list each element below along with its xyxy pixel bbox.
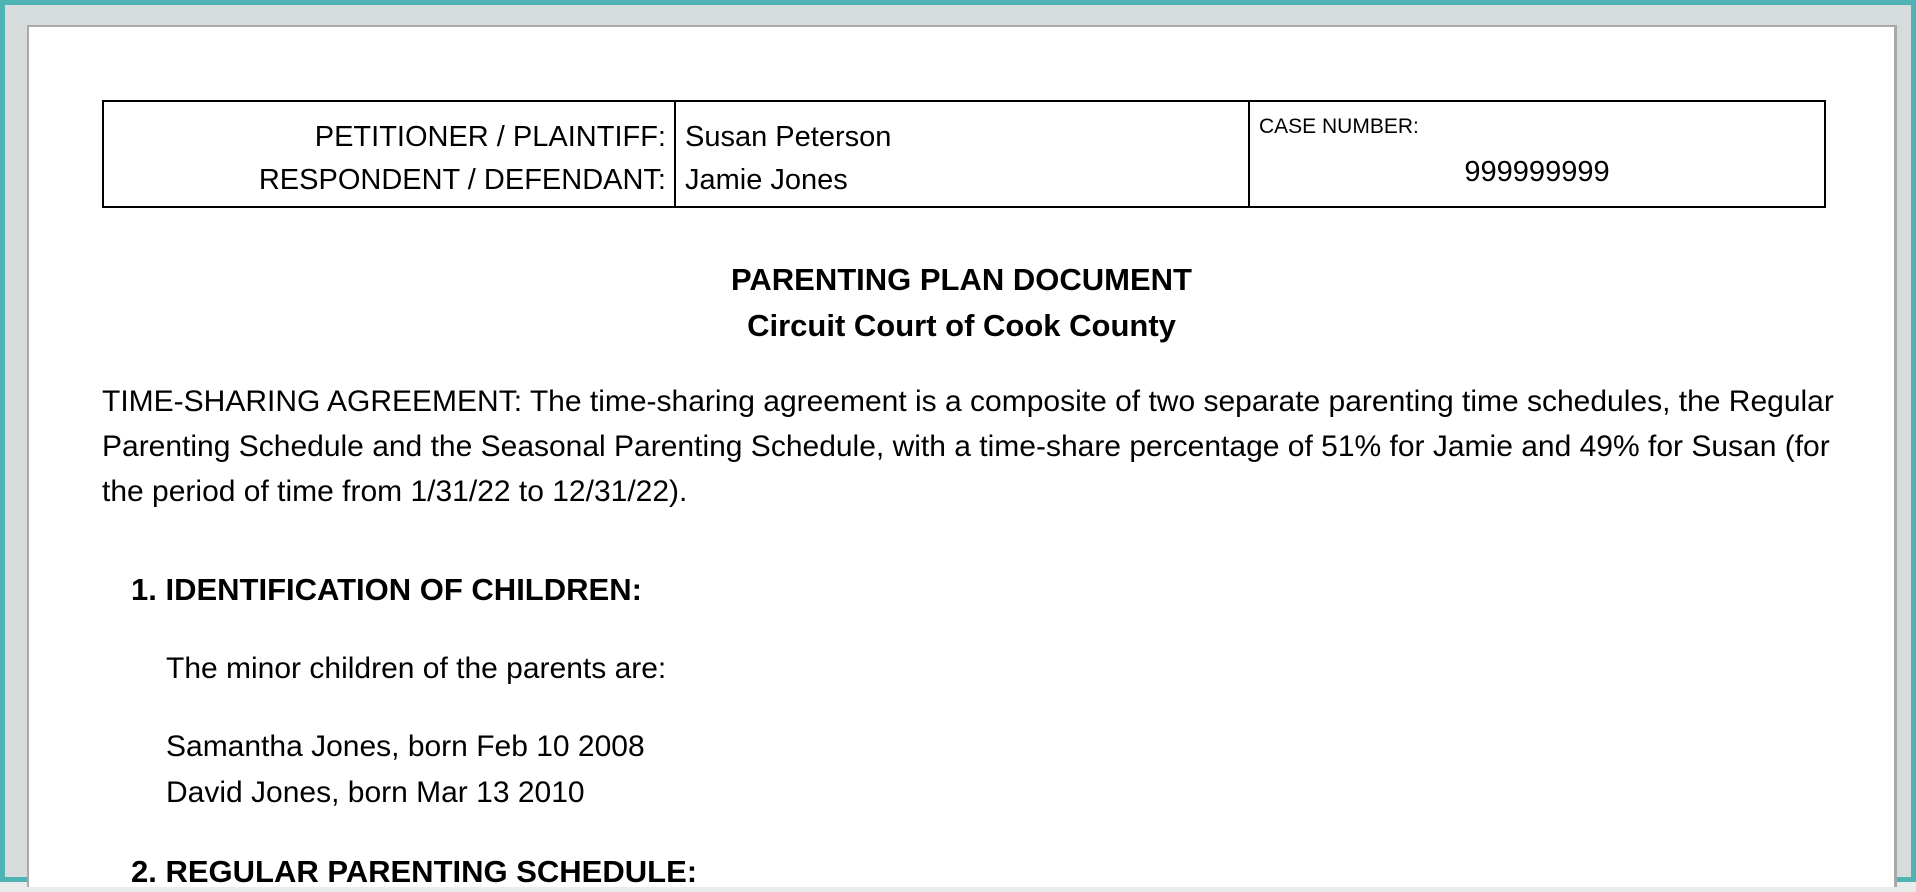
title-line-1: PARENTING PLAN DOCUMENT bbox=[731, 262, 1192, 297]
time-sharing-agreement-paragraph: TIME-SHARING AGREEMENT: The time-sharing agreement is a composite of two separate parenting time schedules, the Regular Parenting Schedule and the Seasonal Parenting Schedule, with a time-share percentage of 51% for Jamie and 49% for Susan (for the period of time from 1/31/22 to 12/31/22). bbox=[102, 385, 1834, 508]
section-heading-identification: 1. IDENTIFICATION OF CHILDREN: bbox=[131, 572, 642, 607]
petitioner-label: PETITIONER / PLAINTIFF: bbox=[314, 121, 666, 153]
case-number-label: CASE NUMBER: bbox=[1259, 115, 1419, 138]
case-number-cell bbox=[1250, 102, 1824, 206]
children-intro-text: The minor children of the parents are: bbox=[166, 652, 667, 685]
case-number-value: 999999999 bbox=[1464, 156, 1610, 188]
case-caption-table bbox=[102, 100, 1826, 208]
child-item: David Jones, born Mar 13 2010 bbox=[166, 776, 585, 809]
party-names-column bbox=[676, 102, 1250, 206]
section-heading-regular-schedule: 2. REGULAR PARENTING SCHEDULE: bbox=[131, 854, 698, 889]
petitioner-name: Susan Peterson bbox=[685, 121, 892, 153]
respondent-name: Jamie Jones bbox=[685, 164, 848, 196]
respondent-label: RESPONDENT / DEFENDANT: bbox=[258, 164, 666, 196]
title-line-2: Circuit Court of Cook County bbox=[747, 308, 1176, 343]
children-list bbox=[166, 724, 645, 816]
document-page bbox=[27, 25, 1897, 887]
document-title bbox=[29, 257, 1894, 349]
child-item: Samantha Jones, born Feb 10 2008 bbox=[166, 730, 645, 763]
party-labels-column bbox=[104, 102, 676, 206]
